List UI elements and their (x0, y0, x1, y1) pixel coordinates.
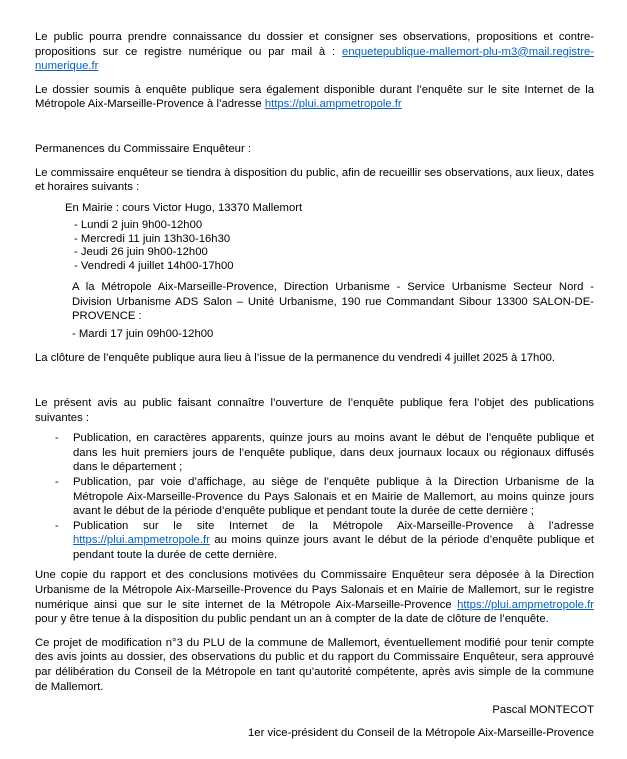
dash-bullet: - (55, 519, 59, 532)
metropole-hours-list (35, 327, 594, 342)
hours-item: - Mardi 17 juin 09h00-12h00 (72, 327, 214, 340)
report-paragraph: Une copie du rapport et des conclusions motivées du Commissaire Enquêteur sera déposée à la Direction Urbanisme de la Métropole Aix-Marseille-Provence du Pays Salonais et en Mairie de Mallemort, sur le registre numérique ainsi que sur le site internet de la Métropole Aix-Marseille-Provence https://plui.ampmetropole.fr pour y être tenue à la disposition du public pendant un an à compter de la date de clôture de l’enquête. (35, 569, 594, 626)
plui-website-link[interactable]: https://plui.ampmetropole.fr (457, 598, 594, 611)
permanences-intro: Le commissaire enquêteur se tiendra à disposition du public, afin de recueillir ses observations, aux lieux, dates et horaires suivants : (35, 166, 594, 194)
hours-item: - Lundi 2 juin 9h00-12h00 (74, 219, 203, 232)
publication-item-newspapers: - Publication, en caractères apparents, quinze jours au moins avant le début de l’enquête publique et dans les huit premiers jours de l’enquête publique, dans deux journaux locaux ou régionaux diffusés dans le département ; (55, 432, 594, 474)
dash-bullet: - (55, 432, 59, 445)
signatory-name: Pascal MONTECOT (492, 704, 594, 717)
mairie-hours-list (35, 219, 594, 273)
publication-item-display: - Publication, par voie d’affichage, au siège de l’enquête publique à la Direction Urbanisme de la Métropole Aix-Marseille-Provence du Pays Salonais et en Mairie de Mallemort, au moins quinze jours avant le début de la période d’enquête publique et pendant toute la durée de cette dernière ; (55, 475, 594, 518)
plui-website-link[interactable]: https://plui.ampmetropole.fr (73, 534, 210, 547)
publications-intro: Le présent avis au public faisant connaître l’ouverture de l’enquête publique fera l’objet des publications suivantes : (35, 396, 594, 424)
hours-item: - Jeudi 26 juin 9h00-12h00 (74, 246, 208, 259)
publication-item-website: - Publication sur le site Internet de la Métropole Aix-Marseille-Provence à l’adresse https://plui.ampmetropole.fr au moins quinze jours avant le début de la période d’enquête publique et pendant toute la durée de cette dernière. (55, 519, 594, 561)
hours-item: - Vendredi 4 juillet 14h00-17h00 (74, 259, 234, 272)
intro-paragraph-website (35, 83, 594, 112)
publications-list (35, 431, 594, 562)
closure-paragraph: La clôture de l’enquête publique aura lieu à l’issue de la permanence du vendredi 4 juillet 2025 à 17h00. (35, 352, 556, 365)
intro-registry-text: Le public pourra prendre connaissance du dossier et consigner ses observations, propositions et contre-propositions sur ce registre numérique ou par mail à : (35, 31, 594, 58)
permanence-location-metropole: A la Métropole Aix-Marseille-Provence, Direction Urbanisme - Service Urbanisme Secteur Nord - Division Urbanisme ADS Salon – Unité Urbanisme, 190 rue Commandant Sibour 13300 SALON-DE-PROVENCE : (72, 280, 594, 323)
intro-website-text: Le dossier soumis à enquête publique sera également disponible durant l’enquête sur le site Internet de la Métropole Aix-Marseille-Provence à l’adresse (35, 83, 594, 111)
notice-document (35, 30, 594, 740)
hours-item: - Mercredi 11 juin 13h30-16h30 (74, 232, 231, 245)
plui-website-link[interactable]: https://plui.ampmetropole.fr (264, 98, 402, 111)
registry-email-link[interactable]: enquetepublique-mallemort-plu-m3@mail.registre-numerique.fr (35, 45, 594, 73)
signatory-title: 1er vice-président du Conseil de la Métropole Aix-Marseille-Provence (248, 726, 594, 739)
intro-paragraph-registry (35, 30, 594, 74)
approval-paragraph: Ce projet de modification n°3 du PLU de la commune de Mallemort, éventuellement modifié pour tenir compte des avis joints au dossier, des observations du public et du rapport du Commissaire Enquêteur, sera approuvé par délibération du Conseil de la Métropole en tant qu’autorité compétente, après avis simple de la commune de Mallemort. (35, 636, 594, 693)
dash-bullet: - (55, 475, 59, 488)
permanence-location-mairie: En Mairie : cours Victor Hugo, 13370 Mallemort (65, 201, 303, 214)
permanences-heading: Permanences du Commissaire Enquêteur : (35, 142, 251, 155)
